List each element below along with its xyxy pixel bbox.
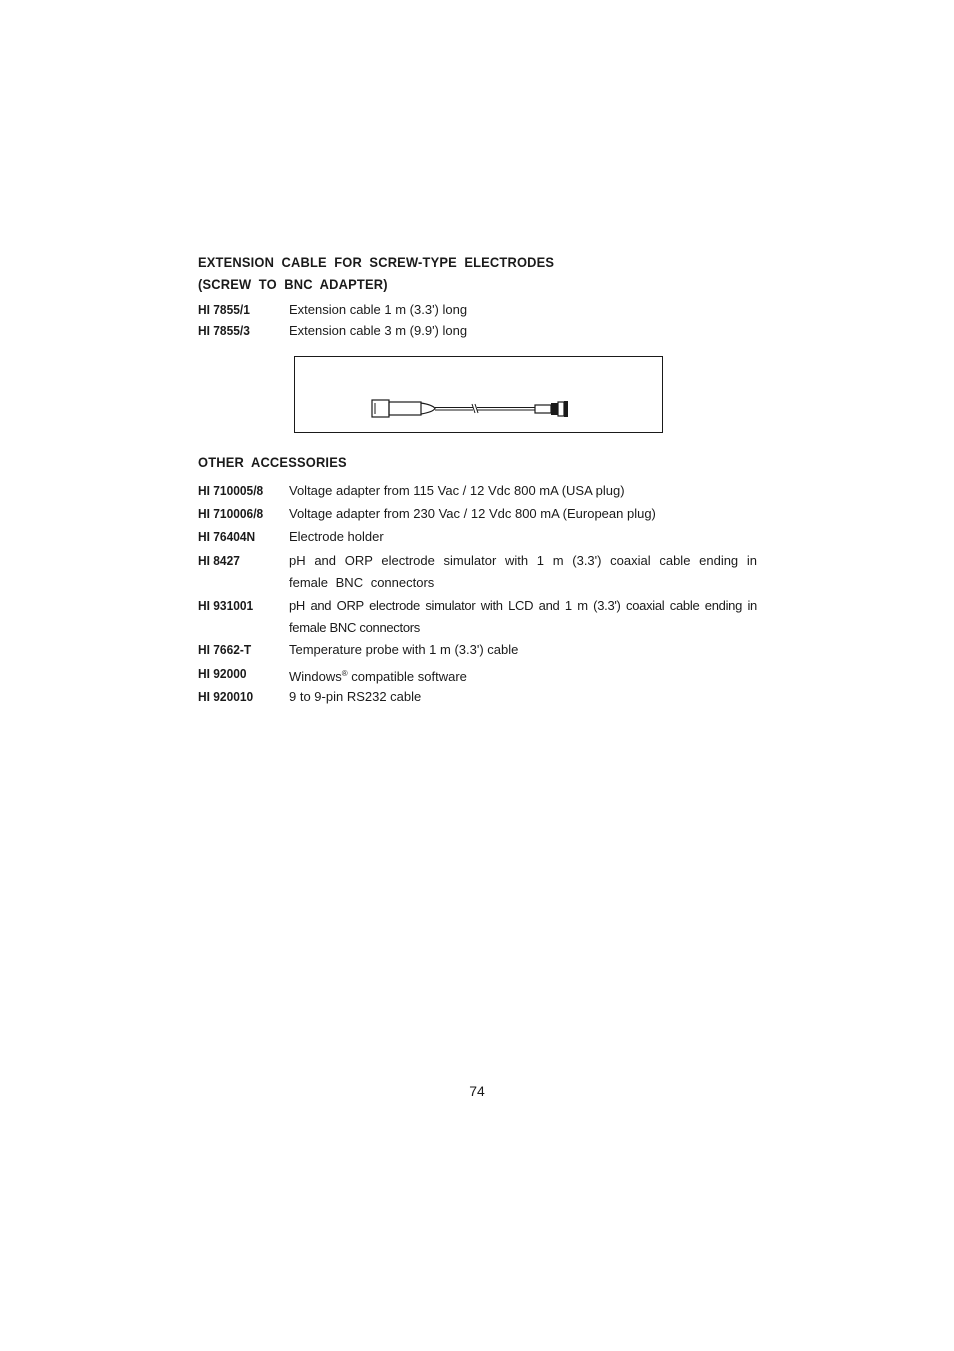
item-description: Extension cable 1 m (3.3') long — [289, 302, 468, 317]
item-code: HI 76404N — [198, 529, 256, 544]
extension-cable-icon — [295, 357, 662, 432]
windows-text: Windows — [289, 669, 342, 684]
item-description: pH and ORP electrode simulator with LCD and 1 m (3.3') coaxial cable ending in female BNC connectors — [289, 598, 757, 635]
item-description: 9 to 9-pin RS232 cable — [289, 689, 422, 704]
section-heading-other-accessories: OTHER ACCESSORIES — [198, 454, 347, 470]
section-heading-extension-cable: EXTENSION CABLE FOR SCREW-TYPE ELECTRODES — [198, 254, 555, 270]
registered-mark: ® — [341, 669, 348, 678]
item-description: Temperature probe with 1 m (3.3') cable — [289, 642, 519, 657]
software-text: compatible software — [347, 669, 467, 684]
cable-figure — [294, 356, 663, 433]
page-number: 74 — [469, 1083, 485, 1099]
item-code: HI 920010 — [198, 689, 254, 704]
item-code: HI 931001 — [198, 598, 254, 613]
item-description: Electrode holder — [289, 529, 384, 544]
item-code: HI 710006/8 — [198, 506, 264, 521]
section-subheading-adapter: (SCREW TO BNC ADAPTER) — [198, 276, 388, 292]
item-description: pH and ORP electrode simulator with 1 m (3.3') coaxial cable ending in female BNC connectors — [289, 553, 757, 590]
item-code: HI 92000 — [198, 666, 247, 681]
item-description: Voltage adapter from 230 Vac / 12 Vdc 800 mA (European plug) — [289, 506, 656, 521]
item-code: HI 7855/1 — [198, 302, 250, 317]
item-description: Extension cable 3 m (9.9') long — [289, 323, 468, 338]
item-code: HI 7855/3 — [198, 323, 250, 338]
item-code: HI 710005/8 — [198, 483, 264, 498]
item-description — [289, 663, 757, 688]
item-code: HI 8427 — [198, 553, 240, 568]
item-code: HI 7662-T — [198, 642, 252, 657]
item-description: Voltage adapter from 115 Vac / 12 Vdc 800 mA (USA plug) — [289, 483, 625, 498]
